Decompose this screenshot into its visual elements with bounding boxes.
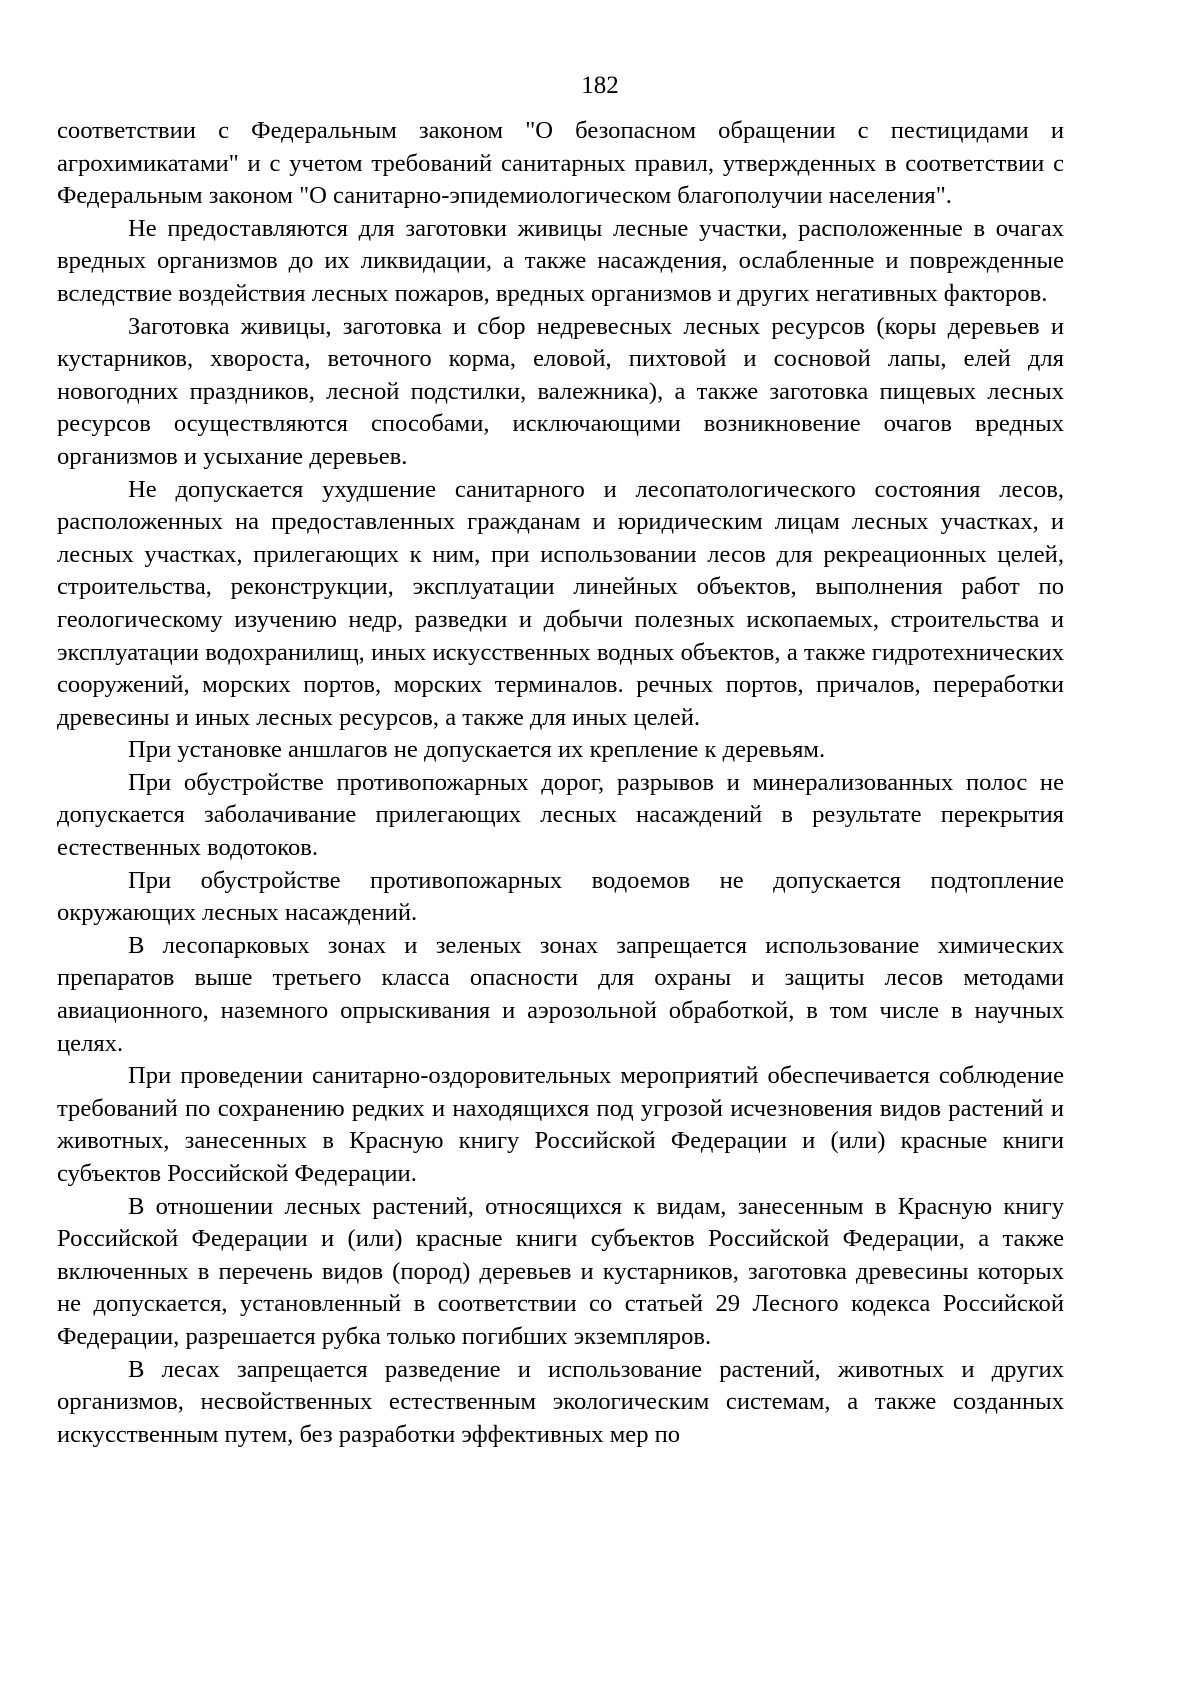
page-number: 182 — [581, 72, 619, 99]
paragraph-continuation: соответствии с Федеральным законом "О безопасном обращении с пестицидами и агрохимикатами" и с учетом требований санитарных правил, утвержденных в соответствии с Федеральным законом "О санитарно-эпидемиологическом благополучии населения". — [57, 117, 1064, 210]
paragraph: В лесопарковых зонах и зеленых зонах запрещается использование химических препаратов выше третьего класса опасности для охраны и защиты лесов методами авиационного, наземного опрыскивания и аэрозольной обработкой, в том числе в научных целях. — [57, 931, 1064, 1057]
paragraph: При проведении санитарно-оздоровительных мероприятий обеспечивается соблюдение требований по сохранению редких и находящихся под угрозой исчезновения видов растений и животных, занесенных в Красную книгу Российской Федерации и (или) красные книги субъектов Российской Федерации. — [57, 1062, 1064, 1187]
paragraph: Заготовка живицы, заготовка и сбор недревесных лесных ресурсов (коры деревьев и кустарников, хвороста, веточного корма, еловой, пихтовой и сосновой лапы, елей для новогодних праздников, лесной подстилки, валежника), а также заготовка пищевых лесных ресурсов осуществляются способами, исключающими возникновение очагов вредных организмов и усыхание деревьев. — [57, 312, 1064, 470]
paragraph: При установке аншлагов не допускается их крепление к деревьям. — [128, 736, 826, 764]
paragraph: Не допускается ухудшение санитарного и лесопатологического состояния лесов, расположенных на предоставленных гражданам и юридическим лицам лесных участках, и лесных участках, прилегающих к ним, при использовании лесов для рекреационных целей, строительства, реконструкции, эксплуатации линейных объектов, выполнения работ по геологическому изучению недр, разведки и добычи полезных ископаемых, строительства и эксплуатации водохранилищ, иных искусственных водных объектов, а также гидротехнических сооружений, морских портов, морских терминалов. речных портов, причалов, переработки древесины и иных лесных ресурсов, а также для иных целей. — [57, 475, 1064, 731]
paragraph: В отношении лесных растений, относящихся к видам, занесенным в Красную книгу Российской Федерации и (или) красные книги субъектов Российской Федерации, а также включенных в перечень видов (пород) деревьев и кустарников, заготовка древесины которых не допускается, установленный в соответствии со статьей 29 Лесного кодекса Российской Федерации, разрешается рубка только погибших экземпляров. — [57, 1192, 1064, 1350]
paragraph: При обустройстве противопожарных водоемов не допускается подтопление окружающих лесных насаждений. — [57, 866, 1064, 927]
paragraph: При обустройстве противопожарных дорог, разрывов и минерализованных полос не допускается заболачивание прилегающих лесных насаждений в результате перекрытия естественных водотоков. — [57, 768, 1064, 862]
document-body — [57, 115, 1064, 1451]
paragraph: В лесах запрещается разведение и использование растений, животных и других организмов, несвойственных естественным экологическим системам, а также созданных искусственным путем, без разработки эффективных мер по — [57, 1355, 1064, 1448]
paragraph: Не предоставляются для заготовки живицы лесные участки, расположенные в очагах вредных организмов до их ликвидации, а также насаждения, ослабленные и поврежденные вследствие воздействия лесных пожаров, вредных организмов и других негативных факторов. — [57, 214, 1064, 307]
